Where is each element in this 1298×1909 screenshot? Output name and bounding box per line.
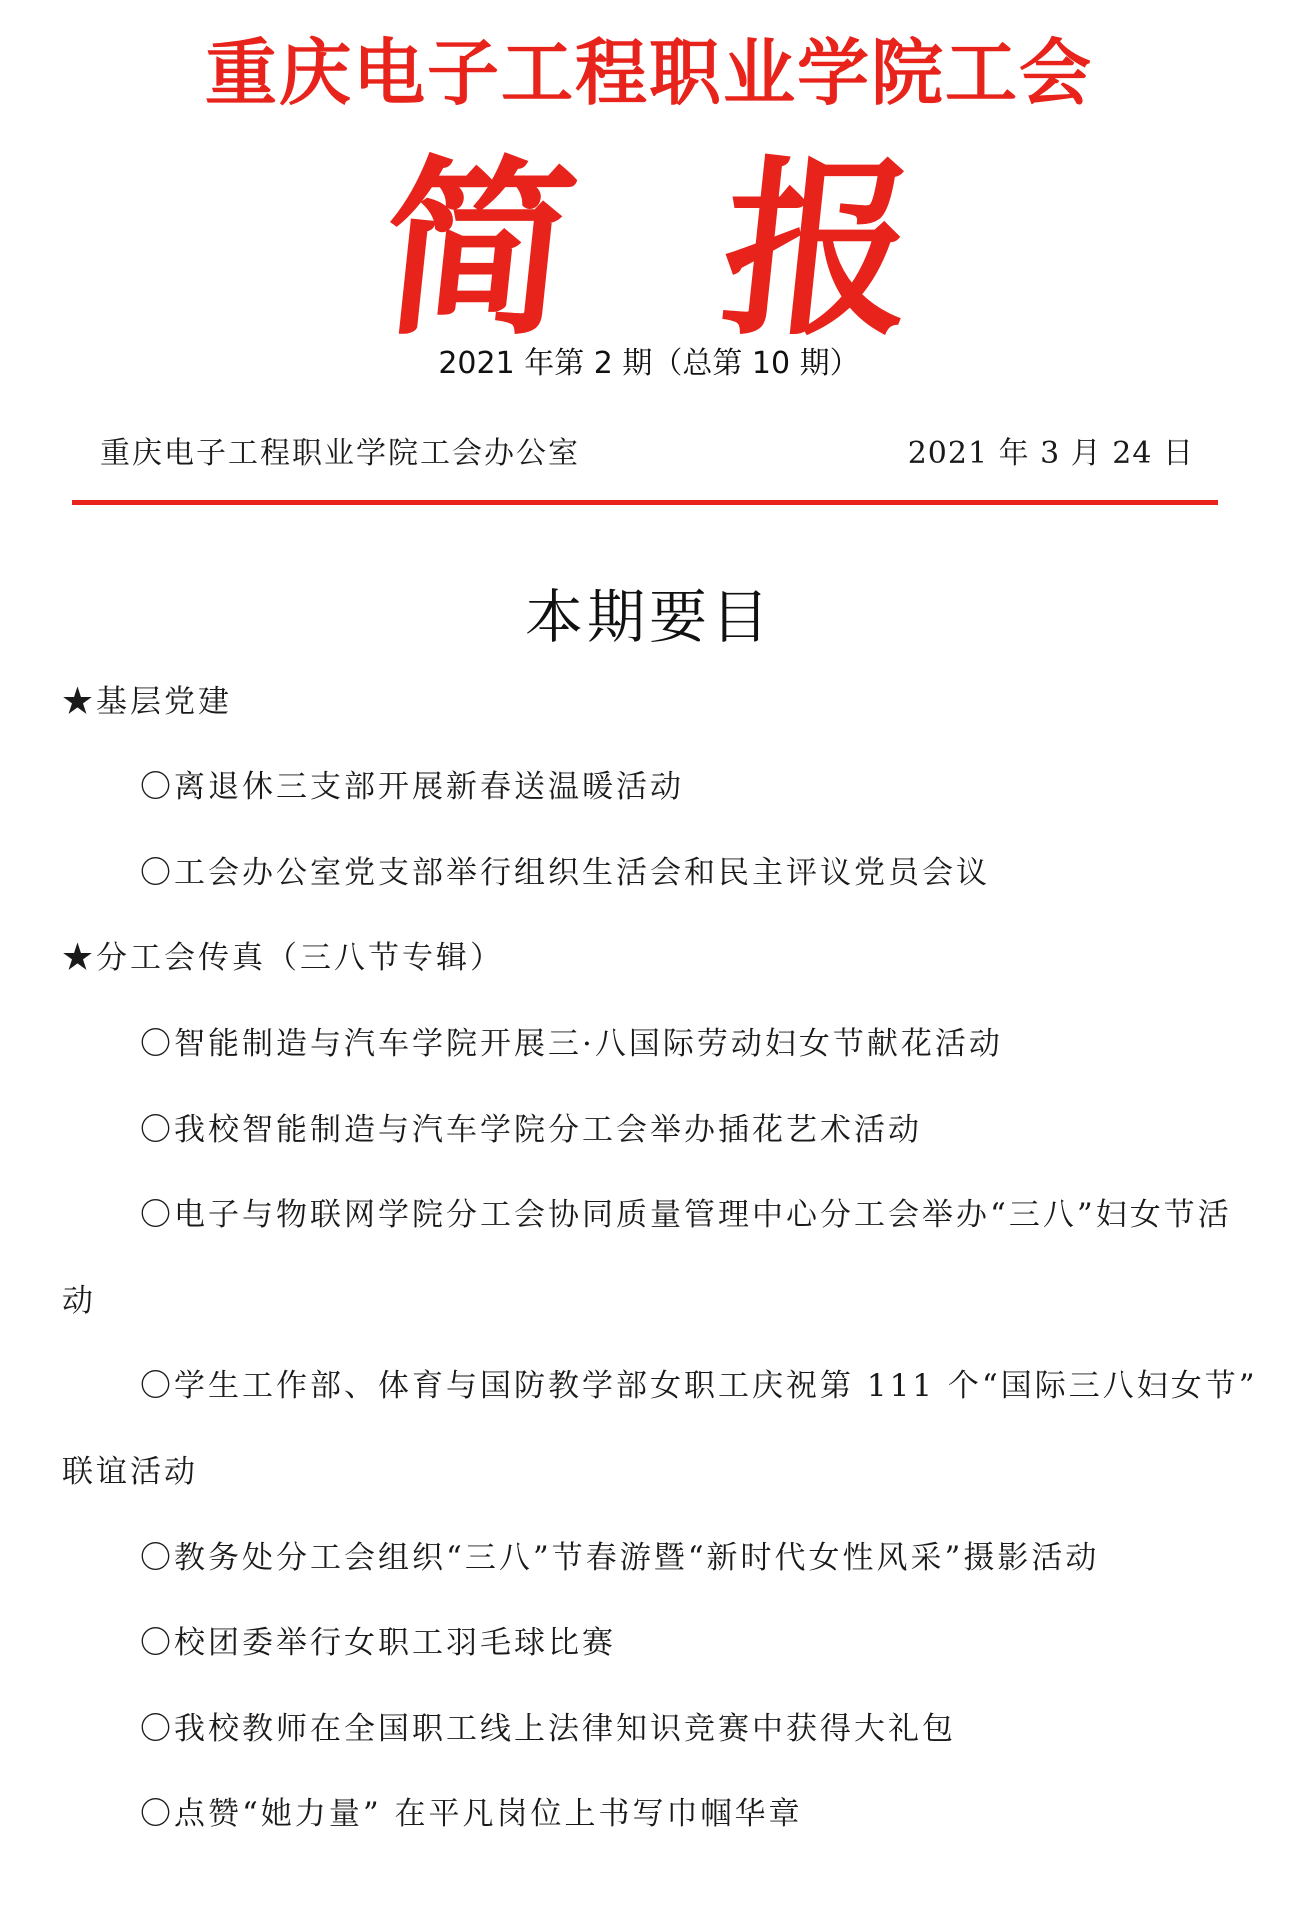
toc-item: 〇我校智能制造与汽车学院分工会举办插花艺术活动 — [140, 1112, 922, 1148]
toc-item: 〇教务处分工会组织“三八”节春游暨“新时代女性风采”摄影活动 — [140, 1540, 1100, 1576]
toc-item: 〇智能制造与汽车学院开展三·八国际劳动妇女节献花活动 — [140, 1026, 1003, 1062]
toc-section-heading: ★基层党建 — [62, 684, 232, 720]
header-divider — [72, 500, 1218, 505]
issue-number: 2021 年第 2 期（总第 10 期） — [438, 346, 860, 381]
toc-item: 〇点赞“她力量” 在平凡岗位上书写巾帼华章 — [140, 1796, 803, 1832]
toc-title: 本期要目 — [524, 583, 773, 651]
masthead-title — [0, 140, 1298, 360]
toc-item-continuation: 联谊活动 — [62, 1454, 198, 1490]
toc-item: 〇工会办公室党支部举行组织生活会和民主评议党员会议 — [140, 855, 990, 891]
toc-item: 〇校团委举行女职工羽毛球比赛 — [140, 1625, 616, 1661]
toc-section-heading: ★分工会传真（三八节专辑） — [62, 940, 504, 976]
toc-item: 〇我校教师在全国职工线上法律知识竞赛中获得大礼包 — [140, 1711, 956, 1747]
toc-item: 〇电子与物联网学院分工会协同质量管理中心分工会举办“三八”妇女节活 — [140, 1197, 1232, 1233]
masthead-char-1: 简 — [372, 138, 586, 361]
publisher-office: 重庆电子工程职业学院工会办公室 — [100, 436, 580, 471]
toc-item: 〇离退休三支部开展新春送温暖活动 — [140, 769, 684, 805]
toc-item-continuation: 动 — [62, 1283, 96, 1319]
publish-date: 2021 年 3 月 24 日 — [907, 436, 1194, 471]
toc-item: 〇学生工作部、体育与国防教学部女职工庆祝第 111 个“国际三八妇女节” — [140, 1368, 1258, 1404]
masthead-char-2: 报 — [712, 138, 926, 361]
organization-title: 重庆电子工程职业学院工会 — [204, 31, 1093, 115]
